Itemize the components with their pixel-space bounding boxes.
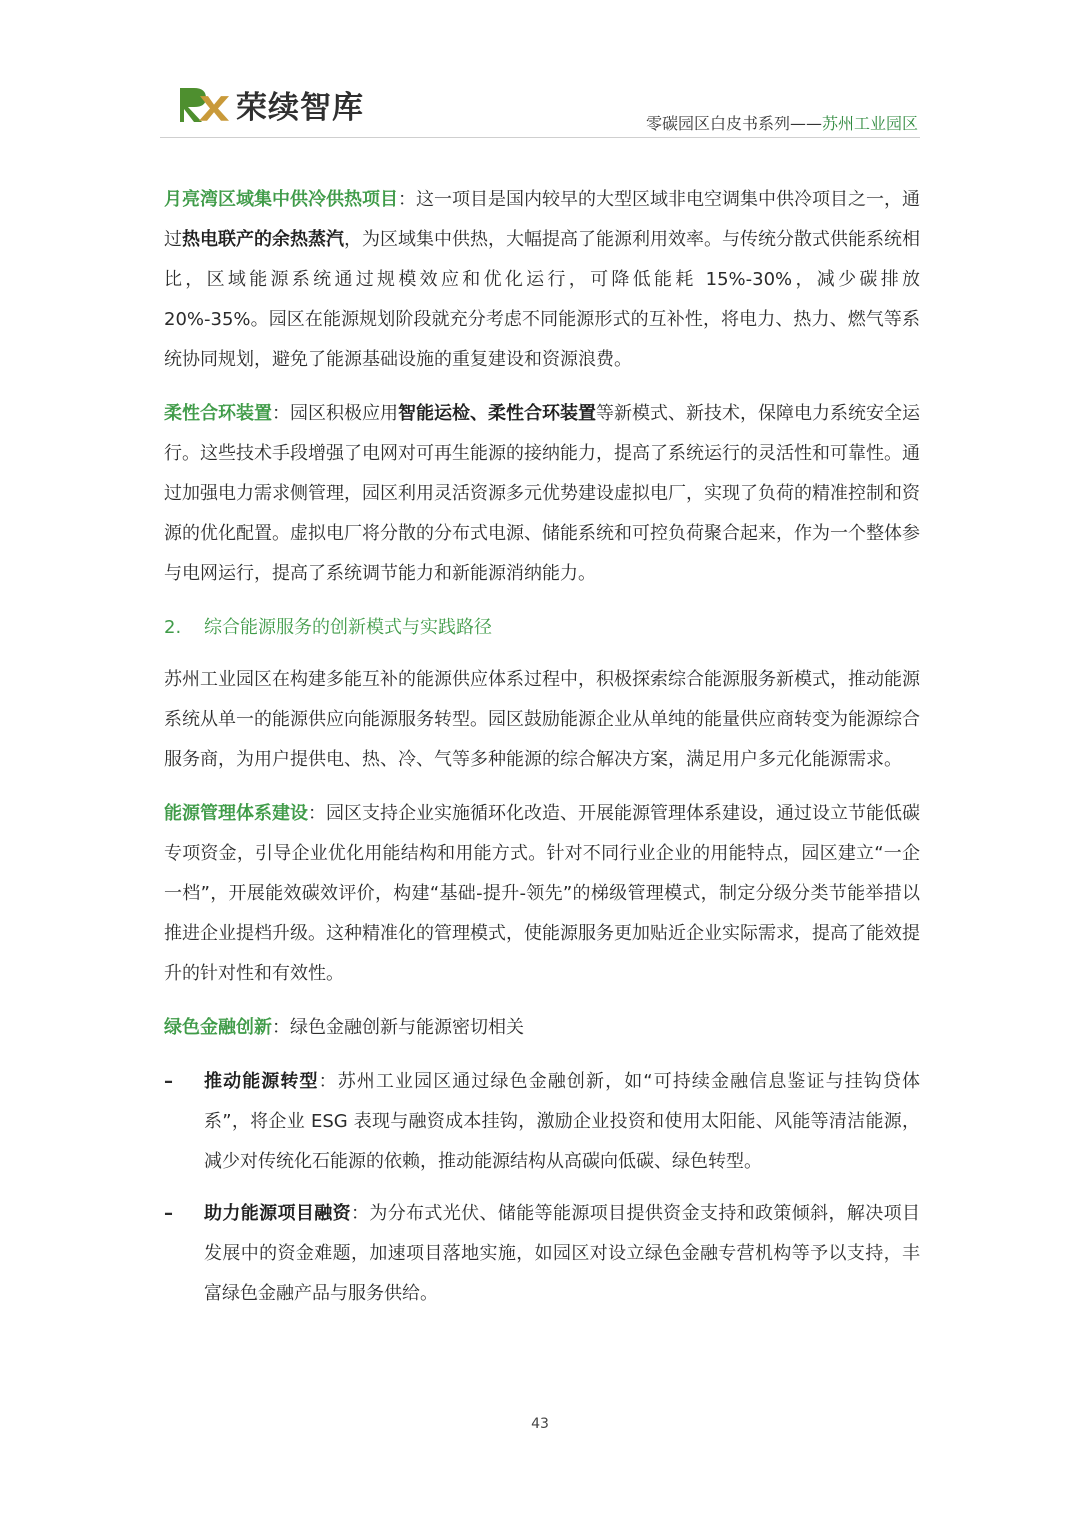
paragraph-green-finance — [164, 1008, 920, 1048]
paragraph-text: ，为区域集中供热，大幅提高了能源利用效率。与传统分散式供能系统相比，区域能源系统通过规模效应和优化运行，可降低能耗 15%-30%，减少碳排放 20%-35%。园区在能源规划阶段就充分考虑不同能源形式的互补性，将电力、热力、燃气等系统协同规划，避免了能源基础设施的重复建设和资源浪费。 — [164, 229, 920, 370]
paragraph-text: ：这一项目是国内较早的大型区域非电空调集中供冷项目之一，通过 — [164, 189, 920, 250]
paragraph-district-cooling — [164, 180, 920, 380]
paragraph-intro: 苏州工业园区在构建多能互补的能源供应体系过程中，积极探索综合能源服务新模式，推动能源系统从单一的能源供应向能源服务转型。园区鼓励能源企业从单纯的能量供应商转变为能源综合服务商，为用户提供电、热、冷、气等多种能源的综合解决方案，满足用户多元化能源需求。 — [164, 669, 920, 770]
page-header — [0, 0, 1080, 150]
emphasis-text: 热电联产的余热蒸汽 — [182, 229, 344, 250]
paragraph-heading: 柔性合环装置 — [164, 403, 272, 424]
list-item-title: 推动能源转型 — [204, 1071, 319, 1092]
brand-name: 荣续智库 — [236, 89, 364, 126]
list-item-body: ：为分布式光伏、储能等能源项目提供资金支持和政策倾斜，解决项目发展中的资金难题，加速项目落地实施，如园区对设立绿色金融专营机构等予以支持，丰富绿色金融产品与服务供给。 — [204, 1203, 921, 1304]
section-title: 综合能源服务的创新模式与实践路径 — [204, 617, 492, 638]
section-number: 2. — [164, 617, 182, 638]
paragraph-heading: 能源管理体系建设 — [164, 803, 308, 824]
paragraph-heading: 月亮湾区域集中供冷供热项目 — [164, 189, 398, 210]
series-prefix: 零碳园区白皮书系列—— — [645, 114, 822, 133]
list-item — [164, 1062, 920, 1182]
paragraph-energy-management — [164, 794, 920, 994]
paragraph-text: 等新模式、新技术，保障电力系统安全运行。这些技术手段增强了电网对可再生能源的接纳能力，提高了系统运行的灵活性和可靠性。通过加强电力需求侧管理，园区利用灵活资源多元优势建设虚拟电厂，实现了负荷的精准控制和资源的优化配置。虚拟电厂将分散的分布式电源、储能系统和可控负荷聚合起来，作为一个整体参与电网运行，提高了系统调节能力和新能源消纳能力。 — [164, 403, 920, 584]
series-highlight: 苏州工业园区 — [821, 114, 918, 133]
header-divider — [160, 137, 920, 138]
series-title — [646, 111, 918, 134]
list-item-text — [204, 1194, 920, 1314]
paragraph-text: ：绿色金融创新与能源密切相关 — [272, 1017, 524, 1038]
page-number: 43 — [531, 1416, 549, 1432]
paragraph-heading: 绿色金融创新 — [164, 1017, 272, 1038]
page-body — [164, 180, 920, 1326]
list-item-text — [204, 1062, 920, 1182]
list-item — [164, 1194, 920, 1314]
section-heading — [164, 608, 920, 648]
bullet-dash: – — [164, 1203, 173, 1224]
paragraph-flexible-loop — [164, 394, 920, 594]
paragraph-text: ：园区积极应用 — [272, 403, 398, 424]
emphasis-text: 智能运检、柔性合环装置 — [398, 403, 596, 424]
bullet-dash: – — [164, 1071, 173, 1092]
brand-logo — [176, 82, 364, 126]
list-item-body: ：苏州工业园区通过绿色金融创新，如“可持续金融信息鉴证与挂钩贷体系”，将企业 ESG 表现与融资成本挂钩，激励企业投资和使用太阳能、风能等清洁能源，减少对传统化石能源的依赖，推动能源结构从高碳向低碳、绿色转型。 — [204, 1071, 921, 1172]
paragraph-text: ：园区支持企业实施循环化改造、开展能源管理体系建设，通过设立节能低碳专项资金，引导企业优化用能结构和用能方式。针对不同行业企业的用能特点，园区建立“一企一档”，开展能效碳效评价，构建“基础-提升-领先”的梯级管理模式，制定分级分类节能举措以推进企业提档升级。这种精准化的管理模式，使能源服务更加贴近企业实际需求，提高了能效提升的针对性和有效性。 — [164, 803, 920, 984]
list-item-title: 助力能源项目融资 — [204, 1203, 351, 1224]
rx-logo-icon — [176, 82, 232, 126]
